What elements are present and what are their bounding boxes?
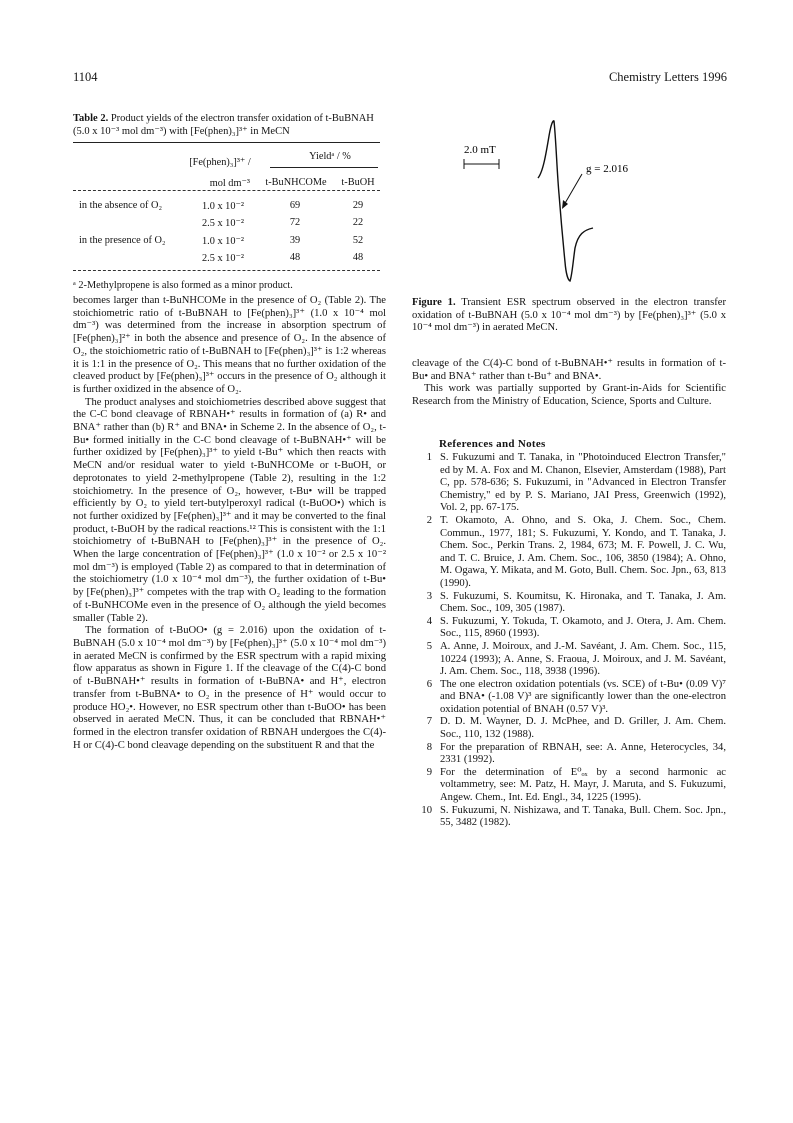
reference-text: S. Fukuzumi, Y. Tokuda, T. Okamoto, and J. Otera, J. Am. Chem. Soc., 115, 8960 (1993). [440, 615, 726, 640]
page-number: 1104 [73, 70, 98, 84]
table-cell-conc: 2.5 x 10⁻² [202, 218, 244, 229]
esr-signal-curve [538, 121, 593, 281]
right-column [412, 358, 726, 409]
table-caption [73, 113, 393, 138]
figure-caption-text: Transient ESR spectrum observed in the electron transfer oxidation of t-BuBNAH (5.0 x 10⁻⁴ mol dm⁻³) by [Fe(phen)₃]³⁺ (5.0 x 10⁻⁴ mol dm⁻³) in aerated MeCN. [412, 297, 726, 334]
reference-text: S. Fukuzumi, S. Koumitsu, K. Hironaka, and T. Tanaka, J. Am. Chem. Soc., 109, 305 (1987). [440, 590, 726, 615]
reference-text: For the preparation of RBNAH, see: A. Anne, Heterocycles, 34, 2331 (1992). [440, 741, 726, 766]
reference-item [412, 616, 726, 641]
table-yield-header: Yieldᵃ / % [309, 151, 351, 162]
reference-item [412, 452, 726, 515]
reference-item [412, 805, 726, 830]
g-value-arrowhead [562, 200, 568, 209]
table-cell-conc: 1.0 x 10⁻² [202, 236, 244, 247]
g-value-arrow [564, 174, 582, 205]
reference-number: 7 [426, 716, 432, 728]
reference-number: 3 [426, 590, 432, 602]
left-column [73, 295, 386, 752]
table-cell-buoh: 29 [352, 200, 364, 211]
table-header-rule [73, 190, 380, 191]
reference-text: For the determination of E⁰ₒₓ by a second harmonic ac voltammetry, see: M. Patz, H. Mayr, J. Maruta, and S. Fukuzumi, Angew. Chem., Int. Ed. Engl., 34, 1225 (1995). [440, 766, 726, 804]
body-paragraph: The product analyses and stoichiometries described above suggest that the C-C bond cleavage of RBNAH•⁺ results in formation of (a) R• and BNA⁺ rather than (b) R⁺ and BNA• in Scheme 2. In the absence of O₂, t-Bu• formed initially in the C-C bond cleavage of t-BuBNAH•⁺ will be further oxidized by [Fe(phen)₃]³⁺ to yield t-Bu⁺ which then reacts with MeCN and/or residual water to yield t-BuNHCOMe or t-BuOH, or deprotonates to yield 2-methylpropene (Table 2), resulting in the 1:2 stoichiometry. In the presence of O₂, however, t-Bu• will be trapped efficiently by O₂ to yield tert-butylperoxyl radical (t-BuOO•) which is not further oxidized by [Fe(phen)₃]³⁺ and it may be converted to the final product, t-BuOH by the radical reactions.¹² This is consistent with the 1:1 stoichiometry of t-BuBNAH to [Fe(phen)₃]³⁺ in the presence of O₂. When the large concentration of [Fe(phen)₃]³⁺ (1.0 x 10⁻² or 2.5 x 10⁻² mol dm⁻³) is employed (Table 2) as compared to that in determination of the stoichiometry (1.0 x 10⁻⁴ mol dm⁻³), the further oxidation of t-Bu• by [Fe(phen)₃]³⁺ competes with the trap with O₂ leading to the formation of t-BuNHCOMe even in the presence of O₂ although the yield becomes smaller (Table 2). [73, 396, 386, 624]
reference-item [412, 641, 726, 679]
reference-number: 4 [426, 615, 432, 627]
reference-item [412, 767, 726, 805]
reference-number: 5 [426, 640, 432, 652]
table-bottom-rule [73, 270, 380, 271]
table-cell-nhcome: 69 [289, 200, 301, 211]
reference-text: T. Okamoto, A. Ohno, and S. Oka, J. Chem. Soc., Chem. Commun., 1977, 181; S. Fukuzumi, Y. Kondo, and T. Tanaka, J. Chem. Soc., Perkin Trans. 2, 1984, 673; M. F. Powell, J. C. Wu, and T. C. Bruice, J. Am. Chem. Soc., 106, 3850 (1984); A. Ohno, M. Ogawa, Y. Mikata, and M. Goto, Bull. Chem. Soc. Jpn., 63, 813 (1990). [440, 514, 726, 589]
reference-text: S. Fukuzumi, N. Nishizawa, and T. Tanaka, Bull. Chem. Soc. Jpn., 55, 3482 (1982). [440, 804, 726, 829]
table-caption-text: Product yields of the electron transfer oxidation of t-BuBNAH (5.0 x 10⁻³ mol dm⁻³) with [Fe(phen)₃]³⁺ in MeCN [73, 113, 374, 137]
figure-caption-label: Figure 1. [412, 297, 456, 308]
journal-title: Chemistry Letters 1996 [608, 70, 727, 84]
reference-number: 2 [426, 514, 432, 526]
reference-item [412, 591, 726, 616]
reference-item [412, 679, 726, 717]
scale-label: 2.0 mT [464, 144, 496, 156]
table-yield-rule [270, 167, 378, 168]
table-top-rule [73, 142, 380, 143]
table-cell-buoh: 48 [352, 252, 364, 263]
table-col1-header-line2: mol dm⁻³ [209, 178, 250, 189]
reference-item [412, 742, 726, 767]
body-paragraph: becomes larger than t-BuNHCOMe in the presence of O₂ (Table 2). The stoichiometric ratio of t-BuBNAH to [Fe(phen)₃]³⁺ (1.0 x 10⁻⁴ mol dm⁻³) was determined from the increase in absorption spectrum of [Fe(phen)₃]²⁺ in both the absence and presence of O₂. In the absence of O₂, the stoichiometric ratio of t-BuBNAH to [Fe(phen)₃]³⁺ is 1:2 whereas it is 1:1 in the presence of O₂. This means that no further oxidation of the cleaved product by [Fe(phen)₃]³⁺ occurs in the presence of O₂ although it is further oxidized in the absence of O₂. [73, 295, 386, 395]
table-cell-buoh: 22 [352, 217, 364, 228]
references-heading: References and Notes [439, 438, 546, 450]
table-cell-nhcome: 72 [289, 217, 301, 228]
reference-number: 1 [426, 452, 432, 463]
table-footnote: ᵃ 2-Methylpropene is also formed as a minor product. [73, 280, 293, 291]
table-caption-label: Table 2. [73, 113, 109, 124]
figure-caption [412, 297, 726, 335]
body-paragraph: The formation of t-BuOO• (g = 2.016) upon the oxidation of t-BuBNAH (5.0 x 10⁻⁴ mol dm⁻³) by [Fe(phen)₃]³⁺ (5.0 x 10⁻⁴ mol dm⁻³) in aerated MeCN is confirmed by the ESR spectrum with a rapid mixing flow apparatus as shown in Figure 1. If the cleavage of the C(4)-C bond of t-BuBNAH•⁺ results in formation of t-BuBNA• and H⁺, electron transfer from t-BuBNA• to O₂ in the presence of H⁺ would occur to produce HO₂•. However, no ESR spectrum other than t-BuOO• has been observed in aerated MeCN. Thus, it can be concluded that RBNAH•⁺ formed in the electron transfer oxidation of RBNAH undergoes the C(4)-H or C(4)-C bond cleavage depending on the substituent R and that the [73, 625, 386, 751]
reference-number: 6 [426, 678, 432, 690]
table-cell-condition: in the presence of O₂ [79, 235, 166, 246]
reference-item [412, 716, 726, 741]
table-cell-nhcome: 39 [289, 235, 301, 246]
reference-text: S. Fukuzumi and T. Tanaka, in "Photoinduced Electron Transfer," ed by M. A. Fox and M. Chanon, Elsevier, Amsterdam (1988), Part C, pp. 578-636; S. Fukuzumi, in "Advanced in Electron Transfer Chemistry," ed by P. S. Mariano, JAI Press, Greenwich (1992), Vol. 2, pp. 67-175. [440, 452, 726, 514]
reference-text: A. Anne, J. Moiroux, and J.-M. Savéant, J. Am. Chem. Soc., 115, 10224 (1993); A. Anne, S. Fraoua, J. Moiroux, and J. M. Savéant, J. Am. Chem. Soc., 118, 3938 (1996). [440, 640, 726, 678]
table-cell-conc: 2.5 x 10⁻² [202, 253, 244, 264]
table-cell-nhcome: 48 [289, 252, 301, 263]
table-cell-condition: in the absence of O₂ [79, 200, 163, 211]
table-col1-header-line1: [Fe(phen)₃]³⁺ / [189, 157, 251, 168]
reference-text: D. D. M. Wayner, D. J. McPhee, and D. Griller, J. Am. Chem. Soc., 110, 132 (1988). [440, 716, 726, 741]
reference-number: 9 [426, 766, 432, 778]
reference-number: 10 [421, 804, 432, 816]
acknowledgement-paragraph: This work was partially supported by Grant-in-Aids for Scientific Research from the Ministry of Education, Science, Sports and Culture. [412, 383, 726, 408]
references-list [412, 452, 726, 830]
table-cell-conc: 1.0 x 10⁻² [202, 201, 244, 212]
esr-spectrum-figure [450, 112, 690, 292]
body-paragraph: cleavage of the C(4)-C bond of t-BuBNAH•⁺ results in formation of t-Bu• and BNA⁺ rather than t-Bu⁺ and BNA•. [412, 358, 726, 382]
table-col2-header: t-BuNHCOMe [265, 177, 327, 188]
reference-text: The one electron oxidation potentials (vs. SCE) of t-Bu• (0.09 V)⁷ and BNA• (-1.08 V)³ are significantly lower than the one-electron oxidation potential of BNAH (0.57 V)³. [440, 678, 726, 715]
g-value-label: g = 2.016 [586, 163, 628, 175]
table-cell-buoh: 52 [352, 235, 364, 246]
reference-number: 8 [426, 741, 432, 753]
table-col3-header: t-BuOH [341, 177, 375, 188]
reference-item [412, 515, 726, 591]
